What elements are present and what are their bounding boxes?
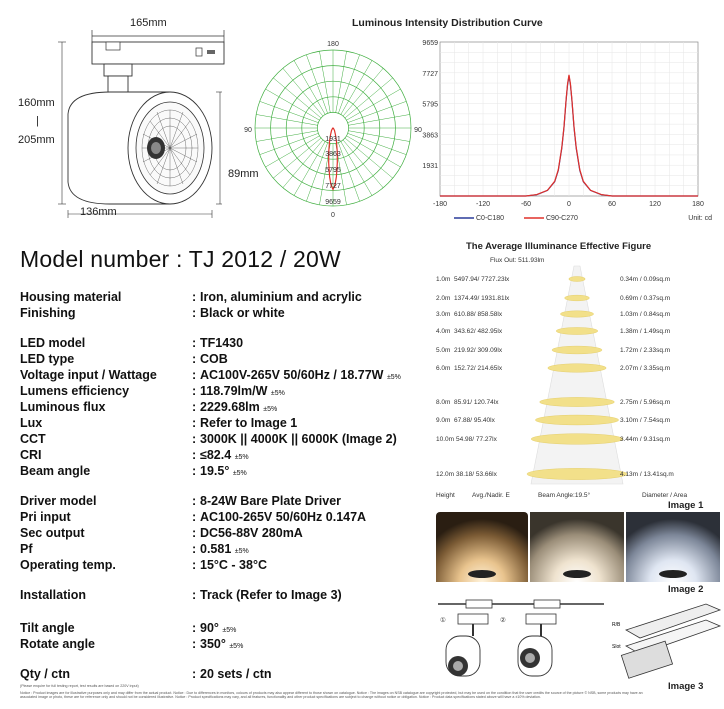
spec-row [20, 352, 420, 366]
spec-row [20, 667, 420, 681]
lux-lux: 152.72/ 214.65lx [454, 365, 503, 372]
spec-label: Tilt angle [20, 621, 75, 635]
svg-text:①: ① [440, 617, 446, 624]
x-tick-label: 0 [567, 201, 571, 208]
spec-colon: : [192, 526, 197, 540]
y-tick-label: 7727 [422, 70, 438, 78]
spec-row [20, 621, 420, 635]
polar-spoke [256, 131, 317, 142]
beam-spot [552, 346, 602, 354]
polar-distribution-chart [240, 38, 430, 218]
spec-value-text: COB [200, 352, 228, 366]
width-dimension: 165mm [130, 17, 167, 29]
image2-caption: Image 2 [668, 584, 704, 595]
spec-colon: : [192, 400, 197, 414]
lux-dia: 0.34m / 0.09sq.m [620, 276, 671, 283]
spec-row [20, 526, 420, 540]
illuminance-title: The Average Illuminance Effective Figure [466, 241, 652, 252]
spec-label: Pf [20, 542, 33, 556]
lux-h: 5.0m [436, 347, 451, 354]
spec-colon: : [192, 448, 197, 462]
lux-lux: 67.88/ 95.40lx [454, 417, 495, 424]
spec-row [20, 448, 420, 462]
spec-row [20, 637, 420, 651]
lux-h: 3.0m [436, 311, 451, 318]
beam-spot [540, 397, 615, 406]
spec-label: LED model [20, 336, 86, 350]
lux-lux: 5497.94/ 7727.23lx [454, 276, 510, 283]
spec-row [20, 542, 420, 556]
spec-value [200, 464, 247, 481]
lux-dia: 2.07m / 3.35sq.m [620, 365, 671, 372]
spec-value-text: 8-24W Bare Plate Driver [200, 494, 342, 508]
spec-label: Installation [20, 588, 86, 602]
unit-label: Unit: cd [688, 215, 712, 222]
legend-series-0: C0-C180 [476, 215, 505, 222]
foot-beam: Beam Angle:19.5° [538, 492, 591, 499]
spec-row [20, 588, 420, 602]
spec-label: Finishing [20, 306, 76, 320]
spec-value [200, 558, 267, 572]
svg-text:R/B: R/B [612, 622, 621, 628]
height-max-dimension: 205mm [18, 134, 55, 146]
spec-tolerance: ±5% [263, 406, 278, 413]
spec-value [200, 400, 277, 417]
spec-colon: : [192, 542, 197, 556]
spec-row [20, 432, 420, 446]
spec-label: Driver model [20, 494, 97, 508]
x-tick-label: -120 [475, 201, 491, 208]
spec-label: LED type [20, 352, 75, 366]
beam-spot [535, 415, 618, 425]
spec-value-text: ≤82.4 [200, 448, 232, 462]
lux-lux: 54.98/ 77.27lx [456, 436, 497, 443]
lux-lux: 219.92/ 309.09lx [454, 347, 503, 354]
spec-colon: : [192, 667, 197, 681]
polar-spoke [306, 55, 327, 114]
beam-spot [556, 327, 598, 334]
spec-row [20, 464, 420, 478]
lux-lux: 38.18/ 53.66lx [456, 471, 497, 478]
polar-radial-label: 7727 [325, 183, 341, 190]
lux-lux: 85.91/ 120.74lx [454, 399, 499, 406]
spec-colon: : [192, 352, 197, 366]
test-note: (Please enquire for full testing report, test results are based on 220V input) [20, 684, 139, 688]
spec-value [200, 621, 236, 638]
polar-spoke [319, 51, 330, 112]
spec-colon: : [192, 588, 197, 602]
polar-left-label: 90 [244, 127, 252, 134]
lux-h: 4.0m [436, 328, 451, 335]
spec-tolerance: ±5% [232, 470, 247, 477]
lux-dia: 0.69m / 0.37sq.m [620, 295, 671, 302]
spec-label: Sec output [20, 526, 85, 540]
polar-spoke [260, 101, 319, 122]
beam-spot [527, 468, 627, 479]
foot-avg: Avg./Nadir. E [472, 492, 510, 499]
fixture-silhouette [468, 570, 496, 578]
spec-value-text: 118.79lm/W [200, 384, 268, 398]
x-tick-label: -60 [520, 201, 532, 208]
spec-colon: : [192, 494, 197, 508]
spec-label: Voltage input / Wattage [20, 368, 157, 382]
spec-colon: : [192, 464, 197, 478]
diameter-dimension: 89mm [228, 168, 259, 180]
spec-colon: : [192, 416, 197, 430]
lux-h: 2.0m [436, 295, 451, 302]
svg-text:②: ② [500, 617, 506, 624]
polar-spoke [348, 131, 409, 142]
image1-caption: Image 1 [668, 500, 704, 511]
beam-spot [565, 295, 590, 301]
polar-spoke [256, 114, 317, 125]
spec-label: Housing material [20, 290, 122, 304]
spec-label: Luminous flux [20, 400, 106, 414]
spec-value-text: AC100-265V 50/60Hz 0.147A [200, 510, 367, 524]
beam-spot [531, 434, 623, 445]
x-tick-label: -180 [432, 201, 448, 208]
polar-spoke [348, 133, 407, 154]
spec-value-text: 350° [200, 637, 226, 651]
polar-spoke [336, 51, 347, 112]
y-tick-label: 9659 [422, 40, 438, 47]
spec-row [20, 558, 420, 572]
spec-colon: : [192, 637, 197, 651]
spec-label: Rotate angle [20, 637, 96, 651]
height-min-dimension: 160mm [18, 97, 55, 109]
lux-lux: 343.62/ 482.95lx [454, 328, 503, 335]
spec-value-text: TF1430 [200, 336, 244, 350]
spec-label: Pri input [20, 510, 71, 524]
polar-spoke [260, 133, 319, 154]
spec-label: Lux [20, 416, 43, 430]
x-tick-label: 180 [692, 201, 704, 208]
spec-colon: : [192, 621, 197, 635]
spec-value [200, 588, 342, 602]
polar-spoke [348, 101, 407, 122]
lux-lux: 610.88/ 858.58lx [454, 311, 503, 318]
spec-value-text: 0.581 [200, 542, 232, 556]
lux-dia: 4.13m / 13.41sq.m [620, 471, 674, 478]
lux-h: 9.0m [436, 417, 451, 424]
y-tick-label: 3863 [422, 132, 438, 140]
y-tick-label: 1931 [422, 163, 438, 171]
flux-out-label: Flux Out: 511.93lm [490, 257, 545, 264]
spec-value [200, 448, 249, 465]
lux-h: 1.0m [436, 276, 451, 283]
spec-row [20, 510, 420, 524]
spec-value-text: 20 sets / ctn [200, 667, 272, 681]
spec-value [200, 352, 228, 366]
spec-value [200, 368, 401, 385]
lux-h: 10.0m [436, 436, 455, 443]
intensity-line-chart [420, 38, 720, 228]
spec-value-text: DC56-88V 280mA [200, 526, 303, 540]
spec-label: CRI [20, 448, 42, 462]
spec-label: CCT [20, 432, 46, 446]
spec-value-text: Refer to Image 1 [200, 416, 298, 430]
spec-value [200, 494, 341, 508]
spec-value [200, 667, 272, 681]
spec-value-text: Black or white [200, 306, 285, 320]
spec-value [200, 416, 297, 430]
svg-text:Slot: Slot [612, 644, 621, 650]
foot-height: Height [436, 492, 455, 499]
lux-h: 12.0m [436, 471, 455, 478]
beam-spot [569, 277, 585, 282]
lux-dia: 1.38m / 1.49sq.m [620, 328, 671, 335]
spec-tolerance: ±5% [234, 548, 249, 555]
length-dimension: 136mm [80, 206, 117, 218]
spec-value-text: 2229.68lm [200, 400, 260, 414]
spec-label: Operating temp. [20, 558, 116, 572]
polar-bottom-label: 0 [331, 212, 335, 218]
spec-row [20, 494, 420, 508]
spec-row [20, 290, 420, 304]
spec-value [200, 526, 303, 540]
spec-value-text: 3000K || 4000K || 6000K (Image 2) [200, 432, 397, 446]
spec-colon: : [192, 510, 197, 524]
illuminance-figure [434, 252, 720, 502]
polar-radial-label: 5795 [325, 167, 341, 174]
foot-diameter: Diameter / Area [642, 492, 688, 499]
fixture-silhouette [659, 570, 687, 578]
image3-caption: Image 3 [668, 681, 704, 692]
spec-row [20, 416, 420, 430]
spec-row [20, 368, 420, 382]
spec-value-text: 19.5° [200, 464, 230, 478]
lux-dia: 3.44m / 9.31sq.m [620, 436, 671, 443]
spec-value-text: AC100V-265V 50/60Hz / 18.77W [200, 368, 384, 382]
polar-top-label: 180 [327, 41, 339, 48]
lux-dia: 1.03m / 0.84sq.m [620, 311, 671, 318]
spec-value [200, 290, 362, 304]
spec-colon: : [192, 306, 197, 320]
spec-tolerance: ±5% [229, 643, 244, 650]
spec-value [200, 384, 285, 401]
polar-spoke [348, 114, 409, 125]
spec-row [20, 306, 420, 320]
spec-value [200, 432, 397, 446]
spec-value-text: 15°C - 38°C [200, 558, 267, 572]
polar-radial-label: 3863 [325, 151, 341, 158]
spec-tolerance: ±5% [234, 454, 249, 461]
polar-radial-label: 9659 [325, 199, 341, 206]
spec-colon: : [192, 432, 197, 446]
spec-value-text: Track (Refer to Image 3) [200, 588, 342, 602]
lux-lux: 1374.49/ 1931.81lx [454, 295, 510, 302]
x-tick-label: 60 [608, 201, 616, 208]
legend-series-1: C90-C270 [546, 215, 578, 222]
polar-spoke [338, 55, 359, 114]
spec-tolerance: ±5% [270, 390, 285, 397]
spec-tolerance: ±5% [222, 627, 237, 634]
fixture-silhouette [563, 570, 591, 578]
lux-h: 6.0m [436, 365, 451, 372]
polar-spoke [338, 143, 359, 202]
spec-colon: : [192, 368, 197, 382]
height-separator: | [36, 115, 39, 127]
product-dimension-drawing [10, 12, 250, 227]
spec-value [200, 336, 243, 350]
legal-notice: Notice : Product images are for illustrative purposes only and may differ from the actual product. Notice : Due to differences in monitors, colours of products may also appear different to those shown on catalogue. Notice : The images on NSB catalogue are copyright protected, but may be used on the condition that the user credits the source of the picture © NSB, some products may have an associated image or photo, these are for reference only and should not be considered illustrative. Notice : Product specifications may vary, and all features, functionality and other product specifications are subject to change without notice or obligation. Notice : Product data specifications stated above will have a ±10% deviation. [20, 691, 643, 700]
spec-colon: : [192, 384, 197, 398]
polar-radial-label: 1931 [325, 136, 341, 143]
spec-row [20, 384, 420, 398]
spec-row [20, 400, 420, 414]
beam-spot [548, 364, 606, 373]
spec-label: Qty / ctn [20, 667, 71, 681]
lux-dia: 1.72m / 2.33sq.m [620, 347, 671, 354]
spec-value [200, 510, 366, 524]
lux-h: 8.0m [436, 399, 451, 406]
spec-colon: : [192, 290, 197, 304]
x-tick-label: 120 [649, 201, 661, 208]
spec-colon: : [192, 558, 197, 572]
spec-label: Lumens efficiency [20, 384, 130, 398]
spec-tolerance: ±5% [386, 374, 401, 381]
y-tick-label: 5795 [422, 101, 438, 109]
lux-dia: 3.10m / 7.54sq.m [620, 417, 671, 424]
installation-diagram [436, 596, 722, 684]
spec-value-text: Iron, aluminium and acrylic [200, 290, 362, 304]
spec-value [200, 542, 249, 559]
lux-dia: 2.75m / 5.96sq.m [620, 399, 671, 406]
spec-label: Beam angle [20, 464, 91, 478]
spec-value [200, 637, 243, 654]
spec-colon: : [192, 336, 197, 350]
spec-value [200, 306, 285, 320]
beam-spot [560, 311, 593, 317]
polar-chart-title: Luminous Intensity Distribution Curve [352, 17, 543, 29]
spec-row [20, 336, 420, 350]
polar-right-label: 90 [414, 127, 422, 134]
spec-value-text: 90° [200, 621, 219, 635]
model-number-heading: Model number : TJ 2012 / 20W [20, 246, 341, 272]
